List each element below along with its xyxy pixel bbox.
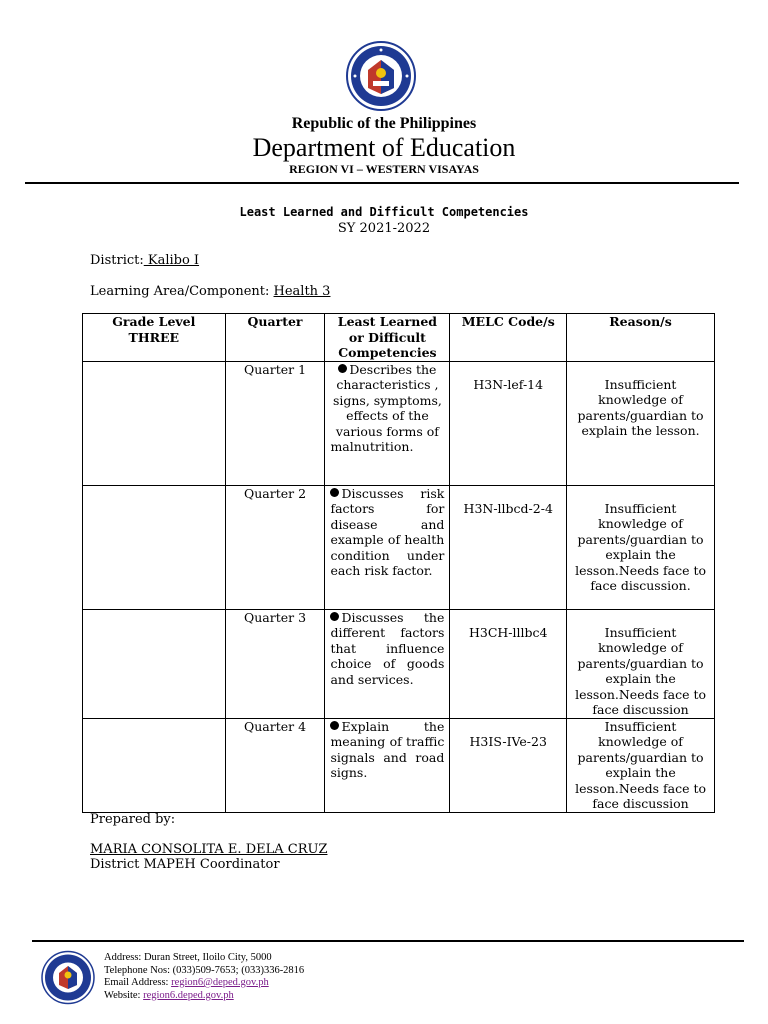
melc-cell: H3N-llbcd-2-4 (450, 485, 567, 609)
bullet-icon (330, 721, 339, 730)
melc-cell: H3IS-IVe-23 (450, 718, 567, 812)
bullet-icon (330, 612, 339, 621)
footer-website-line (104, 990, 304, 1003)
footer-email-label: Email Address: (104, 977, 172, 988)
table-row (83, 718, 715, 812)
footer-website-label: Website: (104, 989, 144, 1001)
melc-cell: H3CH-lllbc4 (450, 609, 567, 718)
district-line (90, 253, 199, 268)
grade-level-value: THREE (128, 329, 180, 345)
melc-cell: H3N-lef-14 (450, 361, 567, 485)
footer-email-link[interactable]: region6@deped.gov.ph (171, 977, 269, 988)
competency-cell (325, 609, 450, 718)
region-heading: REGION VI – WESTERN VISAYAS (289, 162, 479, 176)
table-header-row (83, 314, 715, 362)
competency-text: Discusses the different factors that influence choice of goods and services. (330, 609, 445, 687)
footer-logo-icon (38, 950, 98, 1005)
competencies-table (82, 313, 715, 813)
table-row (83, 361, 715, 485)
grade-cell (83, 361, 226, 485)
header-divider (25, 182, 739, 184)
quarter-cell: Quarter 2 (225, 485, 325, 609)
footer-divider (32, 940, 744, 942)
grade-level-label: Grade Level (112, 314, 196, 329)
document-title: Least Learned and Difficult Competencies (239, 205, 529, 219)
department-heading: Department of Education (252, 133, 516, 162)
reason-cell: Insufficient knowledge of parents/guardian to explain the lesson.Needs face to face discussion (567, 718, 715, 812)
footer-email-line (104, 977, 304, 990)
learning-area-value: Health 3 (273, 284, 331, 299)
competency-text: Describes the characteristics , signs, symptoms, effects of the various forms of malnutrition. (330, 361, 442, 454)
header-melc: MELC Code/s (450, 314, 567, 362)
table-row (83, 485, 715, 609)
district-label: District: (90, 253, 144, 268)
footer-website-link[interactable]: region6.deped.gov.ph (143, 989, 234, 1001)
header-grade-level (83, 314, 226, 362)
header-competencies: Least Learned or Difficult Competencies (325, 314, 450, 362)
bullet-icon (330, 488, 339, 497)
footer-telephone: Telephone Nos: (033)509-7653; (033)336-2816 (104, 964, 305, 976)
reason-cell: Insufficient knowledge of parents/guardian to explain the lesson. (567, 361, 715, 485)
grade-cell (83, 718, 226, 812)
quarter-cell: Quarter 3 (225, 609, 325, 718)
footer-contact (104, 952, 304, 1002)
reason-cell: Insufficient knowledge of parents/guardian to explain the lesson.Needs face to face discussion. (567, 485, 715, 609)
quarter-cell: Quarter 1 (225, 361, 325, 485)
learning-area-line (90, 284, 330, 299)
prepared-by-label: Prepared by: (90, 812, 176, 827)
deped-seal-icon (331, 40, 431, 112)
signatory-name: MARIA CONSOLITA E. DELA CRUZ (90, 842, 328, 857)
competency-cell (325, 718, 450, 812)
quarter-cell: Quarter 4 (225, 718, 325, 812)
table-row (83, 609, 715, 718)
district-value: Kalibo I (143, 253, 200, 268)
bullet-icon (338, 364, 347, 373)
school-year: SY 2021-2022 (337, 221, 431, 236)
grade-cell (83, 485, 226, 609)
competency-text: Discusses risk factors for disease and example of health condition under each risk factor. (330, 485, 445, 578)
header-quarter: Quarter (225, 314, 325, 362)
learning-area-label: Learning Area/Component: (90, 284, 270, 299)
reason-cell: Insufficient knowledge of parents/guardian to explain the lesson.Needs face to face discussion (567, 609, 715, 718)
grade-cell (83, 609, 226, 718)
republic-heading: Republic of the Philippines (291, 115, 477, 132)
footer-address: Address: Duran Street, Iloilo City, 5000 (104, 952, 272, 963)
competency-cell (325, 361, 450, 485)
competency-text: Explain the meaning of traffic signals and road signs. (330, 718, 445, 780)
competency-cell (325, 485, 450, 609)
signatory-title: District MAPEH Coordinator (90, 857, 280, 872)
header-reasons: Reason/s (567, 314, 715, 362)
